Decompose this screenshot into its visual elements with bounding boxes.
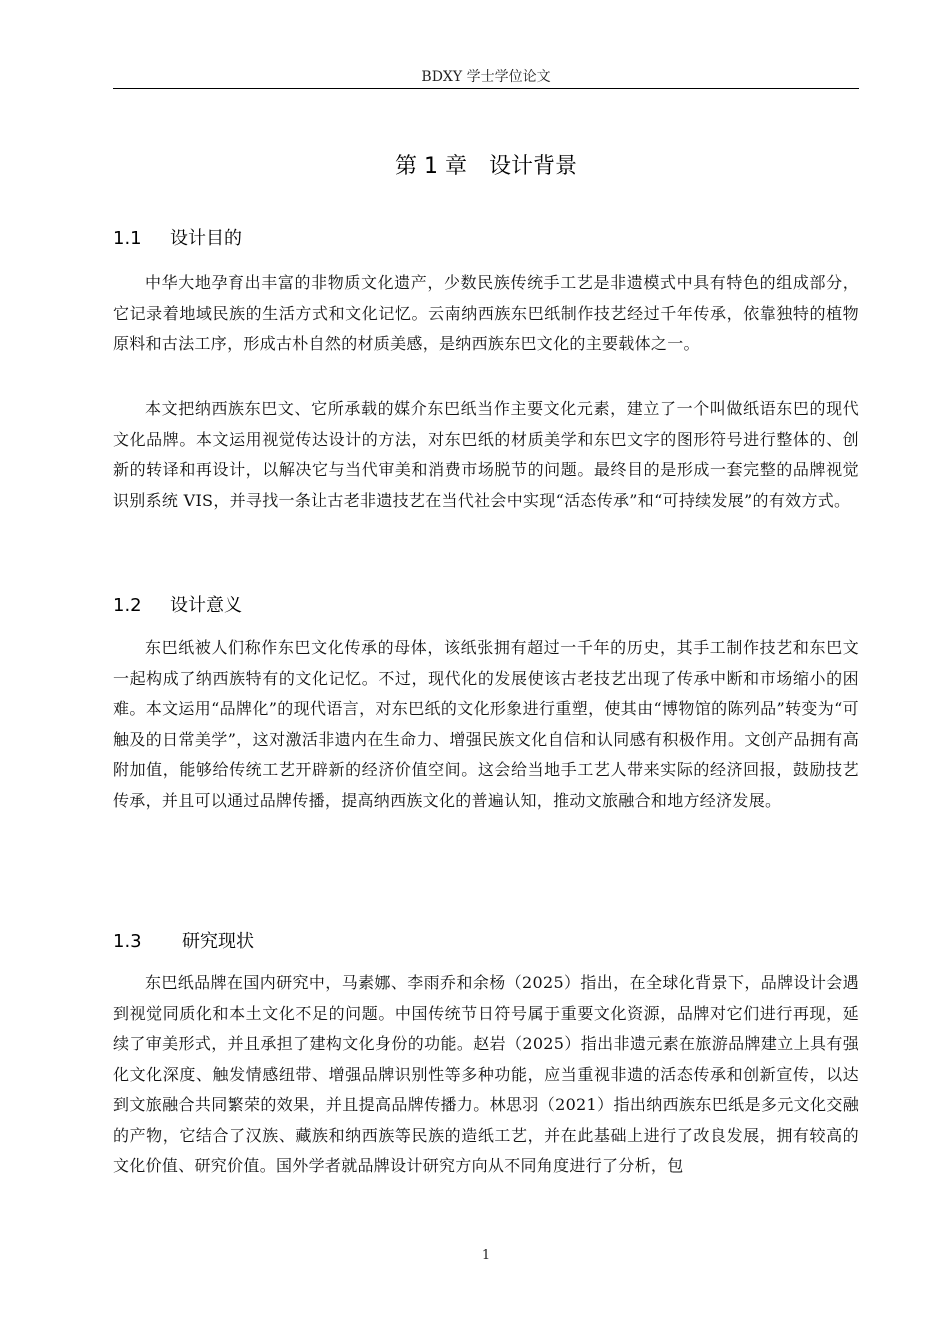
running-header: BDXY 学士学位论文 (421, 69, 551, 85)
section-title: 设计意义 (170, 595, 242, 616)
paragraph-1-2-a: 东巴纸被人们称作东巴文化传承的母体，该纸张拥有超过一千年的历史，其手工制作技艺和东巴文一起构成了纳西族特有的文化记忆。不过，现代化的发展使该古老技艺出现了传承中断和市场缩小的困难。本文运用“品牌化”的现代语言，对东巴纸的文化形象进行重塑，使其由“博物馆的陈列品”转变为“可触及的日常美学”，这对激活非遗内在生命力、增强民族文化自信和认同感有积极作用。文创产品拥有高附加值，能够给传统工艺开辟新的经济价值空间。这会给当地手工艺人带来实际的经济回报，鼓励技艺传承，并且可以通过品牌传播，提高纳西族文化的普遍认知，推动文旅融合和地方经济发展。 (113, 638, 859, 810)
chapter-name: 设计背景 (488, 154, 577, 179)
section-heading-1-3 (113, 927, 859, 957)
section-number: 1.1 (113, 228, 142, 249)
chapter-title (113, 150, 859, 184)
section-title: 设计目的 (170, 228, 242, 249)
paragraph-1-1-b: 本文把纳西族东巴文、它所承载的媒介东巴纸当作主要文化元素，建立了一个叫做纸语东巴的现代文化品牌。本文运用视觉传达设计的方法，对东巴纸的材质美学和东巴文字的图形符号进行整体的、创新的转译和再设计，以解决它与当代审美和消费市场脱节的问题。最终目的是形成一套完整的品牌视觉识别系统 VIS，并寻找一条让古老非遗技艺在当代社会中实现“活态传承”和“可持续发展”的有效方式。 (113, 399, 859, 510)
section-title: 研究现状 (182, 931, 254, 952)
section-number: 1.3 (113, 931, 142, 952)
paragraph-1-1-a: 中华大地孕育出丰富的非物质文化遗产，少数民族传统手工艺是非遗模式中具有特色的组成部分，它记录着地域民族的生活方式和文化记忆。云南纳西族东巴纸制作技艺经过千年传承，依靠独特的植物原料和古法工序，形成古朴自然的材质美感，是纳西族东巴文化的主要载体之一。 (113, 273, 859, 353)
header-rule (113, 88, 859, 89)
paragraph-1-3-a: 东巴纸品牌在国内研究中，马素娜、李雨乔和余杨（2025）指出，在全球化背景下，品牌设计会遇到视觉同质化和本土文化不足的问题。中国传统节日符号属于重要文化资源，品牌对它们进行再现，延续了审美形式，并且承担了建构文化身份的功能。赵岩（2025）指出非遗元素在旅游品牌建立上具有强化文化深度、触发情感纽带、增强品牌识别性等多种功能，应当重视非遗的活态传承和创新宣传，以达到文旅融合共同繁荣的效果，并且提高品牌传播力。林思羽（2021）指出纳西族东巴纸是多元文化交融的产物，它结合了汉族、藏族和纳西族等民族的造纸工艺，并在此基础上进行了改良发展，拥有较高的文化价值、研究价值。国外学者就品牌设计研究方向从不同角度进行了分析，包 (113, 973, 859, 1175)
section-heading-1-2 (113, 591, 859, 621)
section-heading-1-1 (113, 224, 859, 254)
chapter-number: 第 1 章 (395, 154, 467, 179)
page-number: 1 (481, 1248, 491, 1263)
section-number: 1.2 (113, 595, 142, 616)
